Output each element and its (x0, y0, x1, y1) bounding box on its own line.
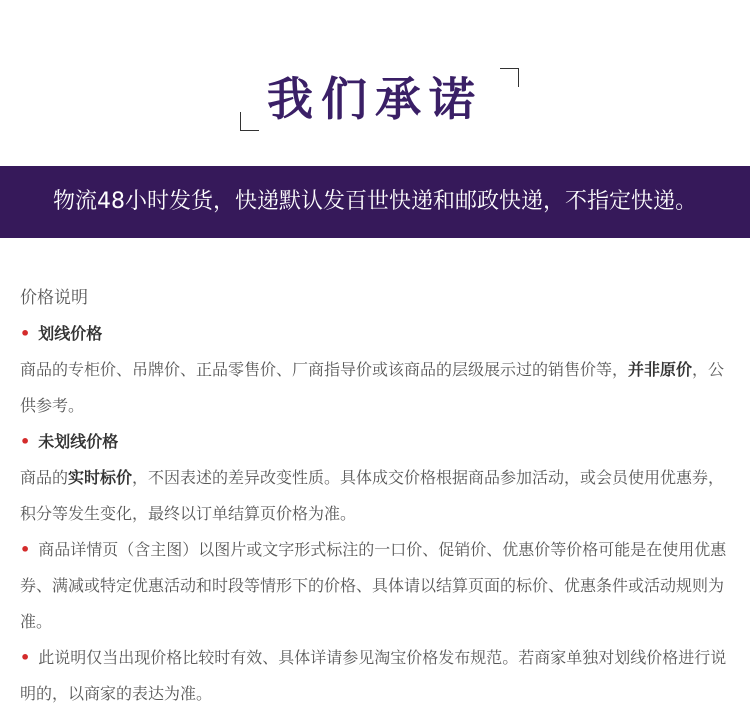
item-body-text: 商品的 (20, 468, 69, 487)
promise-header (0, 0, 750, 166)
bullet-dot-icon: • (20, 648, 31, 667)
item-body-emphasis: 并非原价 (628, 360, 693, 379)
item-heading-text: 未划线价格 (38, 432, 119, 451)
bullet-dot-icon: • (20, 432, 31, 451)
item-body-text: ，不因表述的差异改变性质。具体成交价格根据商品参加活动，或会员使用优惠券，积分等发生变化，最终以订单结算页价格为准。 (20, 468, 725, 523)
page-title: 我们承诺 (267, 72, 483, 126)
item-body (20, 352, 740, 424)
item-paragraph-text: 商品详情页（含主图）以图片或文字形式标注的一口价、促销价、优惠价等价格可能是在使用优惠券、满减或特定优惠活动和时段等情形下的价格、具体请以结算页面的标价、优惠条件或活动规则为准。 (20, 540, 727, 631)
item-body-text: 商品的专柜价、吊牌价、正品零售价、厂商指导价或该商品的层级展示过的销售价等， (20, 360, 629, 379)
item-heading (20, 424, 740, 460)
item-body-text: ，公供参考。 (20, 360, 725, 415)
item-body (20, 460, 740, 532)
shipping-banner: 物流48小时发货，快递默认发百世快递和邮政快递，不指定快递。 (0, 166, 750, 238)
item-paragraph (20, 640, 740, 712)
item-heading (20, 316, 740, 352)
item-paragraph (20, 532, 740, 640)
item-paragraph-text: 此说明仅当出现价格比较时有效、具体详请参见淘宝价格发布规范。若商家单独对划线价格进行说明的，以商家的表达为准。 (20, 648, 727, 703)
corner-decoration-bottom-left (240, 112, 259, 131)
bullet-dot-icon: • (20, 540, 31, 559)
section-title: 价格说明 (20, 288, 88, 308)
price-explanation (20, 280, 740, 712)
item-body-emphasis: 实时标价 (68, 468, 133, 487)
item-heading-text: 划线价格 (38, 324, 103, 343)
bullet-dot-icon: • (20, 324, 31, 343)
